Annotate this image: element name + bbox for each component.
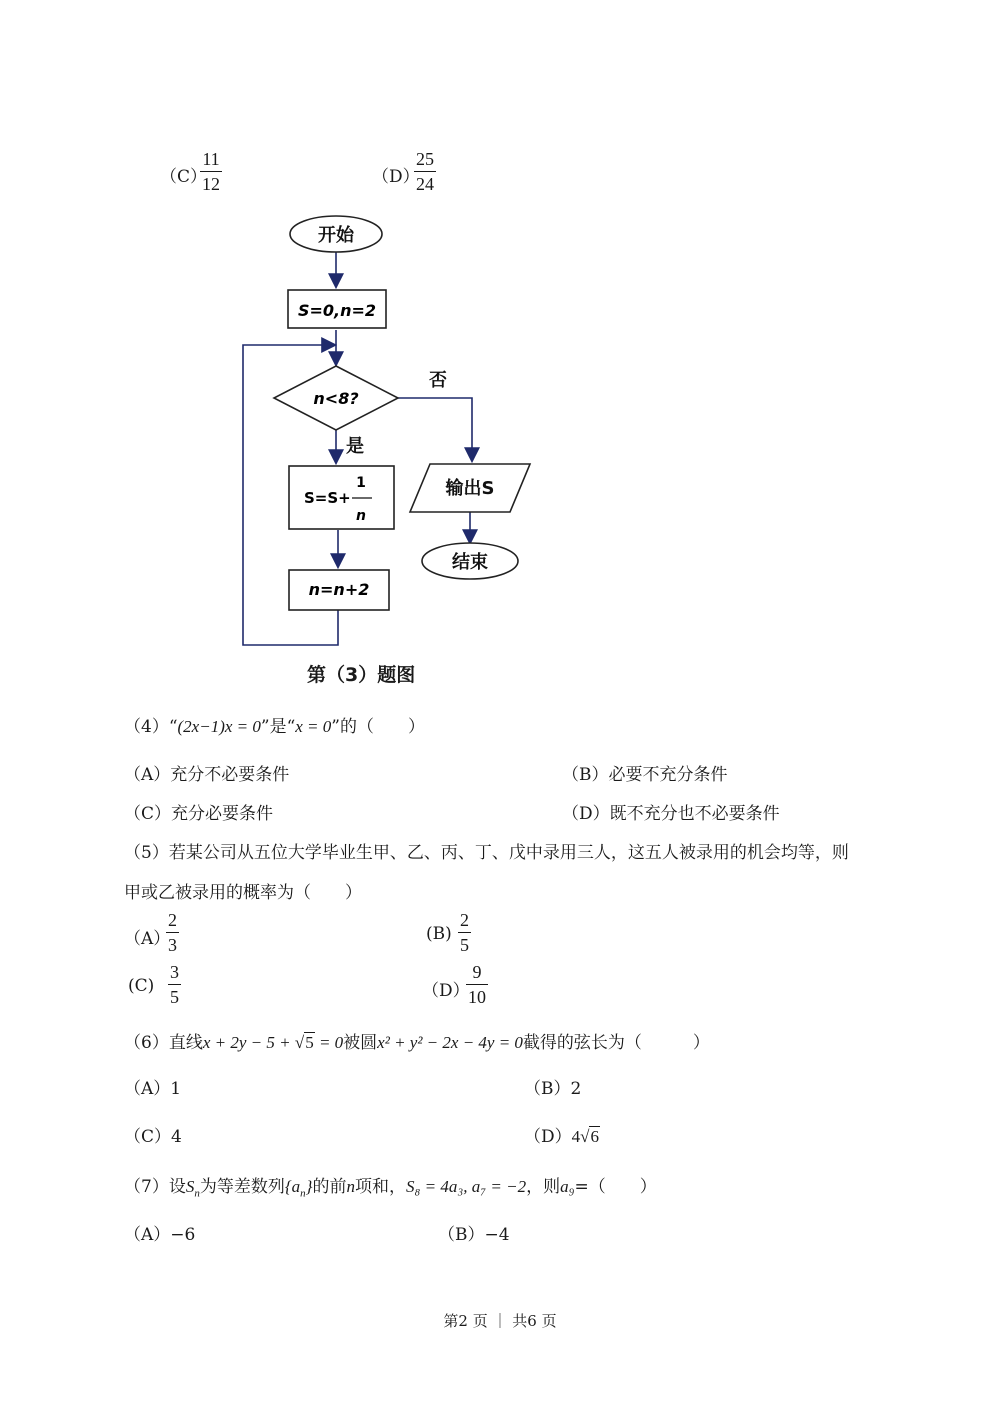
yes-branch-label: 是 xyxy=(346,436,364,457)
numerator: 2 xyxy=(168,910,177,930)
q5-option-b-label: (B) xyxy=(426,924,452,944)
q5-option-c-fraction xyxy=(168,963,181,1006)
q4-option-c: （C）充分必要条件 xyxy=(124,804,274,824)
q7-sequence-subscript: n xyxy=(300,1187,306,1200)
q7-n-variable: n xyxy=(346,1177,355,1196)
q7-stem-part: ，则 xyxy=(526,1177,561,1197)
q7-sequence-brace: } xyxy=(305,1177,313,1196)
page-footer: 第2 页 ｜ 共6 页 xyxy=(443,1312,557,1330)
q5-option-a-fraction xyxy=(166,911,179,954)
q5-option-b-fraction xyxy=(458,911,471,954)
denominator: 5 xyxy=(460,935,469,955)
q4-option-d: （D）既不充分也不必要条件 xyxy=(562,804,780,824)
numerator: 2 xyxy=(460,910,469,930)
q5-option-a-label: （A） xyxy=(124,929,171,949)
q7-stem xyxy=(124,1172,657,1199)
q6-stem-part: 被圆 xyxy=(343,1033,378,1053)
q7-option-a: （A）−6 xyxy=(124,1225,196,1245)
q5-option-d-fraction xyxy=(466,963,488,1006)
q4-stem-part: （4）“ xyxy=(124,717,178,737)
q4-stem-part: ”是“ xyxy=(260,717,296,737)
q4-option-a: （A）充分不必要条件 xyxy=(124,765,290,785)
q7-option-b: （B）−4 xyxy=(438,1225,510,1245)
q7-sum-subscript: n xyxy=(194,1187,200,1200)
q6-option-b: （B）2 xyxy=(524,1079,582,1099)
flowchart xyxy=(0,0,1000,700)
q7-condition: S₈ = 4a₃, a₇ = −2 xyxy=(405,1177,527,1196)
q5-stem-line1: （5）若某公司从五位大学毕业生甲、乙、丙、丁、戊中录用三人，这五人被录用的机会均等，则 xyxy=(124,843,849,863)
q6-stem-part: （6）直线 xyxy=(124,1033,203,1053)
no-branch-label: 否 xyxy=(429,370,447,391)
denominator: 24 xyxy=(416,174,434,194)
q6-line-equation: x + 2y − 5 + xyxy=(202,1033,295,1052)
q6-option-a: （A）1 xyxy=(124,1079,182,1099)
output-label: 输出S xyxy=(445,478,495,499)
start-label: 开始 xyxy=(318,225,354,246)
q6-stem: （6）直线x + 2y − 5 + √5 = 0被圆x² + y² − 2x − 4y = 0截得的弦长为（ ） xyxy=(124,1033,710,1053)
q7-stem-part: =（ ） xyxy=(574,1177,657,1197)
q4-stem-part: ”的（ ） xyxy=(331,717,425,737)
body-label: S=S+ xyxy=(304,489,351,507)
q6-option-c: （C）4 xyxy=(124,1127,182,1147)
q4-stem xyxy=(124,712,425,737)
q6-line-equation-end: = 0 xyxy=(314,1033,344,1052)
denominator: 3 xyxy=(168,935,177,955)
body-fraction-numerator: 1 xyxy=(356,475,366,491)
numerator: 3 xyxy=(170,962,179,982)
q7-sequence-symbol: {a xyxy=(284,1177,301,1196)
q5-option-d-label: （D） xyxy=(422,981,470,1001)
q7-stem-part: 项和， xyxy=(354,1177,406,1197)
step-label: n=n+2 xyxy=(308,580,370,599)
numerator: 9 xyxy=(472,962,482,982)
q7-sum-symbol: S xyxy=(185,1177,195,1196)
q6-sqrt-radicand: 5 xyxy=(305,1033,314,1052)
q6-stem-part: 截得的弦长为（ ） xyxy=(522,1033,710,1053)
q7-stem-part: （7）设 xyxy=(124,1177,186,1197)
q5-option-c-label: (C) xyxy=(128,976,155,996)
q3-option-d-label: （D） xyxy=(372,167,420,187)
q7-stem-part: 的前 xyxy=(312,1177,347,1197)
condition-label: n<8? xyxy=(313,389,359,408)
init-label: S=0,n=2 xyxy=(297,301,377,320)
q3-option-c-label: （C） xyxy=(160,167,208,187)
q6-option-d-coefficient: 4 xyxy=(571,1127,581,1146)
denominator: 10 xyxy=(468,987,486,1007)
q5-stem-line2: 甲或乙被录用的概率为（ ） xyxy=(124,883,362,903)
denominator: 12 xyxy=(202,174,220,194)
end-label: 结束 xyxy=(452,552,488,573)
q6-option-d-label: （D） xyxy=(524,1127,572,1147)
q6-option-d-radicand: 6 xyxy=(590,1127,599,1146)
figure-caption: 第（3）题图 xyxy=(307,664,416,686)
denominator: 5 xyxy=(170,987,179,1007)
q6-circle-equation: x² + y² − 2x − 4y = 0 xyxy=(377,1033,523,1052)
q6-option-d: （D）4√6 xyxy=(524,1127,599,1147)
numerator: 25 xyxy=(416,149,434,169)
q4-math-expression: (2x−1)x = 0 xyxy=(177,717,261,736)
body-fraction-denominator: n xyxy=(356,508,366,524)
numerator: 11 xyxy=(202,149,220,169)
q7-stem-part: 为等差数列 xyxy=(199,1177,285,1197)
q7-target-term: a₉ xyxy=(560,1177,575,1196)
q4-math-expression: x = 0 xyxy=(295,717,332,736)
q4-option-b: （B）必要不充分条件 xyxy=(562,765,728,785)
